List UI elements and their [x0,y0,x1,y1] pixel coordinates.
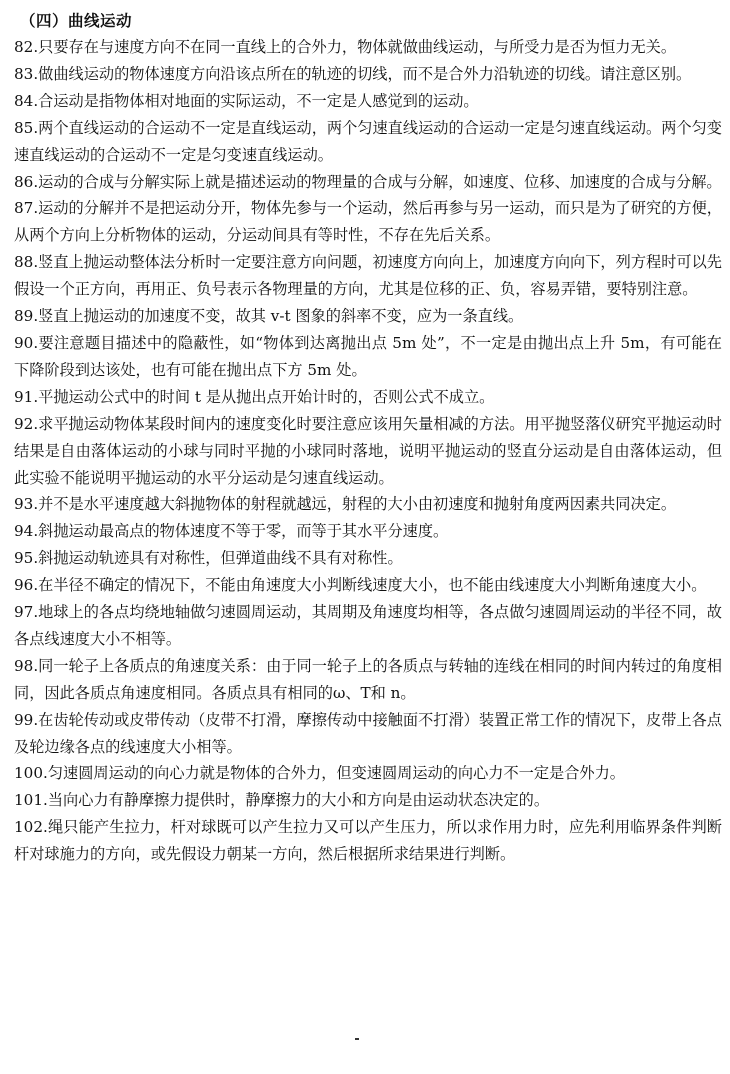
list-item: 95.斜抛运动轨迹具有对称性，但弹道曲线不具有对称性。 [14,549,403,568]
list-item: 90.要注意题目描述中的隐蔽性，如“物体到达离抛出点 5m 处”，不一定是由抛出点上升 5m，有可能在下降阶段到达该处，也有可能在抛出点下方 5m 处。 [14,333,722,379]
list-item: 89.竖直上抛运动的加速度不变，故其 v-t 图象的斜率不变，应为一条直线。 [14,307,524,326]
list-item: 82.只要存在与速度方向不在同一直线上的合外力，物体就做曲线运动，与所受力是否为恒力无关。 [14,38,677,56]
item-list [14,34,722,868]
list-item: 101.当向心力有静摩擦力提供时，静摩擦力的大小和方向是由运动状态决定的。 [14,791,550,810]
list-item: 100.匀速圆周运动的向心力就是物体的合外力，但变速圆周运动的向心力不一定是合外力。 [14,764,625,783]
list-item: 94.斜抛运动最高点的物体速度不等于零，而等于其水平分速度。 [14,522,449,541]
list-item: 99.在齿轮传动或皮带传动（皮带不打滑，摩擦传动中接触面不打滑）装置正常工作的情况下，皮带上各点及轮边缘各点的线速度大小相等。 [14,710,722,756]
list-item: 87.运动的分解并不是把运动分开，物体先参与一个运动，然后再参与另一运动，而只是为了研究的方便，从两个方向上分析物体的运动，分运动间具有等时性，不存在先后关系。 [14,199,722,245]
list-item: 91.平抛运动公式中的时间 t 是从抛出点开始计时的，否则公式不成立。 [14,387,495,406]
list-item: 98.同一轮子上各质点的角速度关系：由于同一轮子上的各质点与转轴的连线在相同的时间内转过的角度相同，因此各质点角速度相同。各质点具有相同的ω、T和 n。 [14,656,722,702]
list-item: 88.竖直上抛运动整体法分析时一定要注意方向问题，初速度方向向上，加速度方向向下，列方程时可以先假设一个正方向，再用正、负号表示各物理量的方向，尤其是位移的正、负，容易弄错，要特别注意。 [14,253,722,299]
section-title: （四）曲线运动 [20,12,133,30]
list-item: 86.运动的合成与分解实际上就是描述运动的物理量的合成与分解，如速度、位移、加速度的合成与分解。 [14,172,722,191]
page-footer-mark [355,1038,359,1040]
list-item: 92.求平抛运动物体某段时间内的速度变化时要注意应该用矢量相减的方法。用平抛竖落仪研究平抛运动时结果是自由落体运动的小球与同时平抛的小球同时落地，说明平抛运动的竖直分运动是自由落体运动，但此实验不能说明平抛运动的水平分运动是匀速直线运动。 [14,414,722,487]
list-item: 84.合运动是指物体相对地面的实际运动，不一定是人感觉到的运动。 [14,91,479,110]
document-page [14,10,722,868]
list-item: 96.在半径不确定的情况下，不能由角速度大小判断线速度大小，也不能由线速度大小判断角速度大小。 [14,576,707,595]
list-item: 97.地球上的各点均绕地轴做匀速圆周运动，其周期及角速度均相等，各点做匀速圆周运动的半径不同，故各点线速度大小不相等。 [14,603,722,648]
list-item: 93.并不是水平速度越大斜抛物体的射程就越远，射程的大小由初速度和抛射角度两因素共同决定。 [14,495,677,514]
list-item: 102.绳只能产生拉力，杆对球既可以产生拉力又可以产生压力，所以求作用力时，应先利用临界条件判断杆对球施力的方向，或先假设力朝某一方向，然后根据所求结果进行判断。 [14,818,722,864]
list-item: 83.做曲线运动的物体速度方向沿该点所在的轨迹的切线，而不是合外力沿轨迹的切线。请注意区别。 [14,64,692,83]
list-item: 85.两个直线运动的合运动不一定是直线运动，两个匀速直线运动的合运动一定是匀速直线运动。两个匀变速直线运动的合运动不一定是匀变速直线运动。 [14,118,722,164]
